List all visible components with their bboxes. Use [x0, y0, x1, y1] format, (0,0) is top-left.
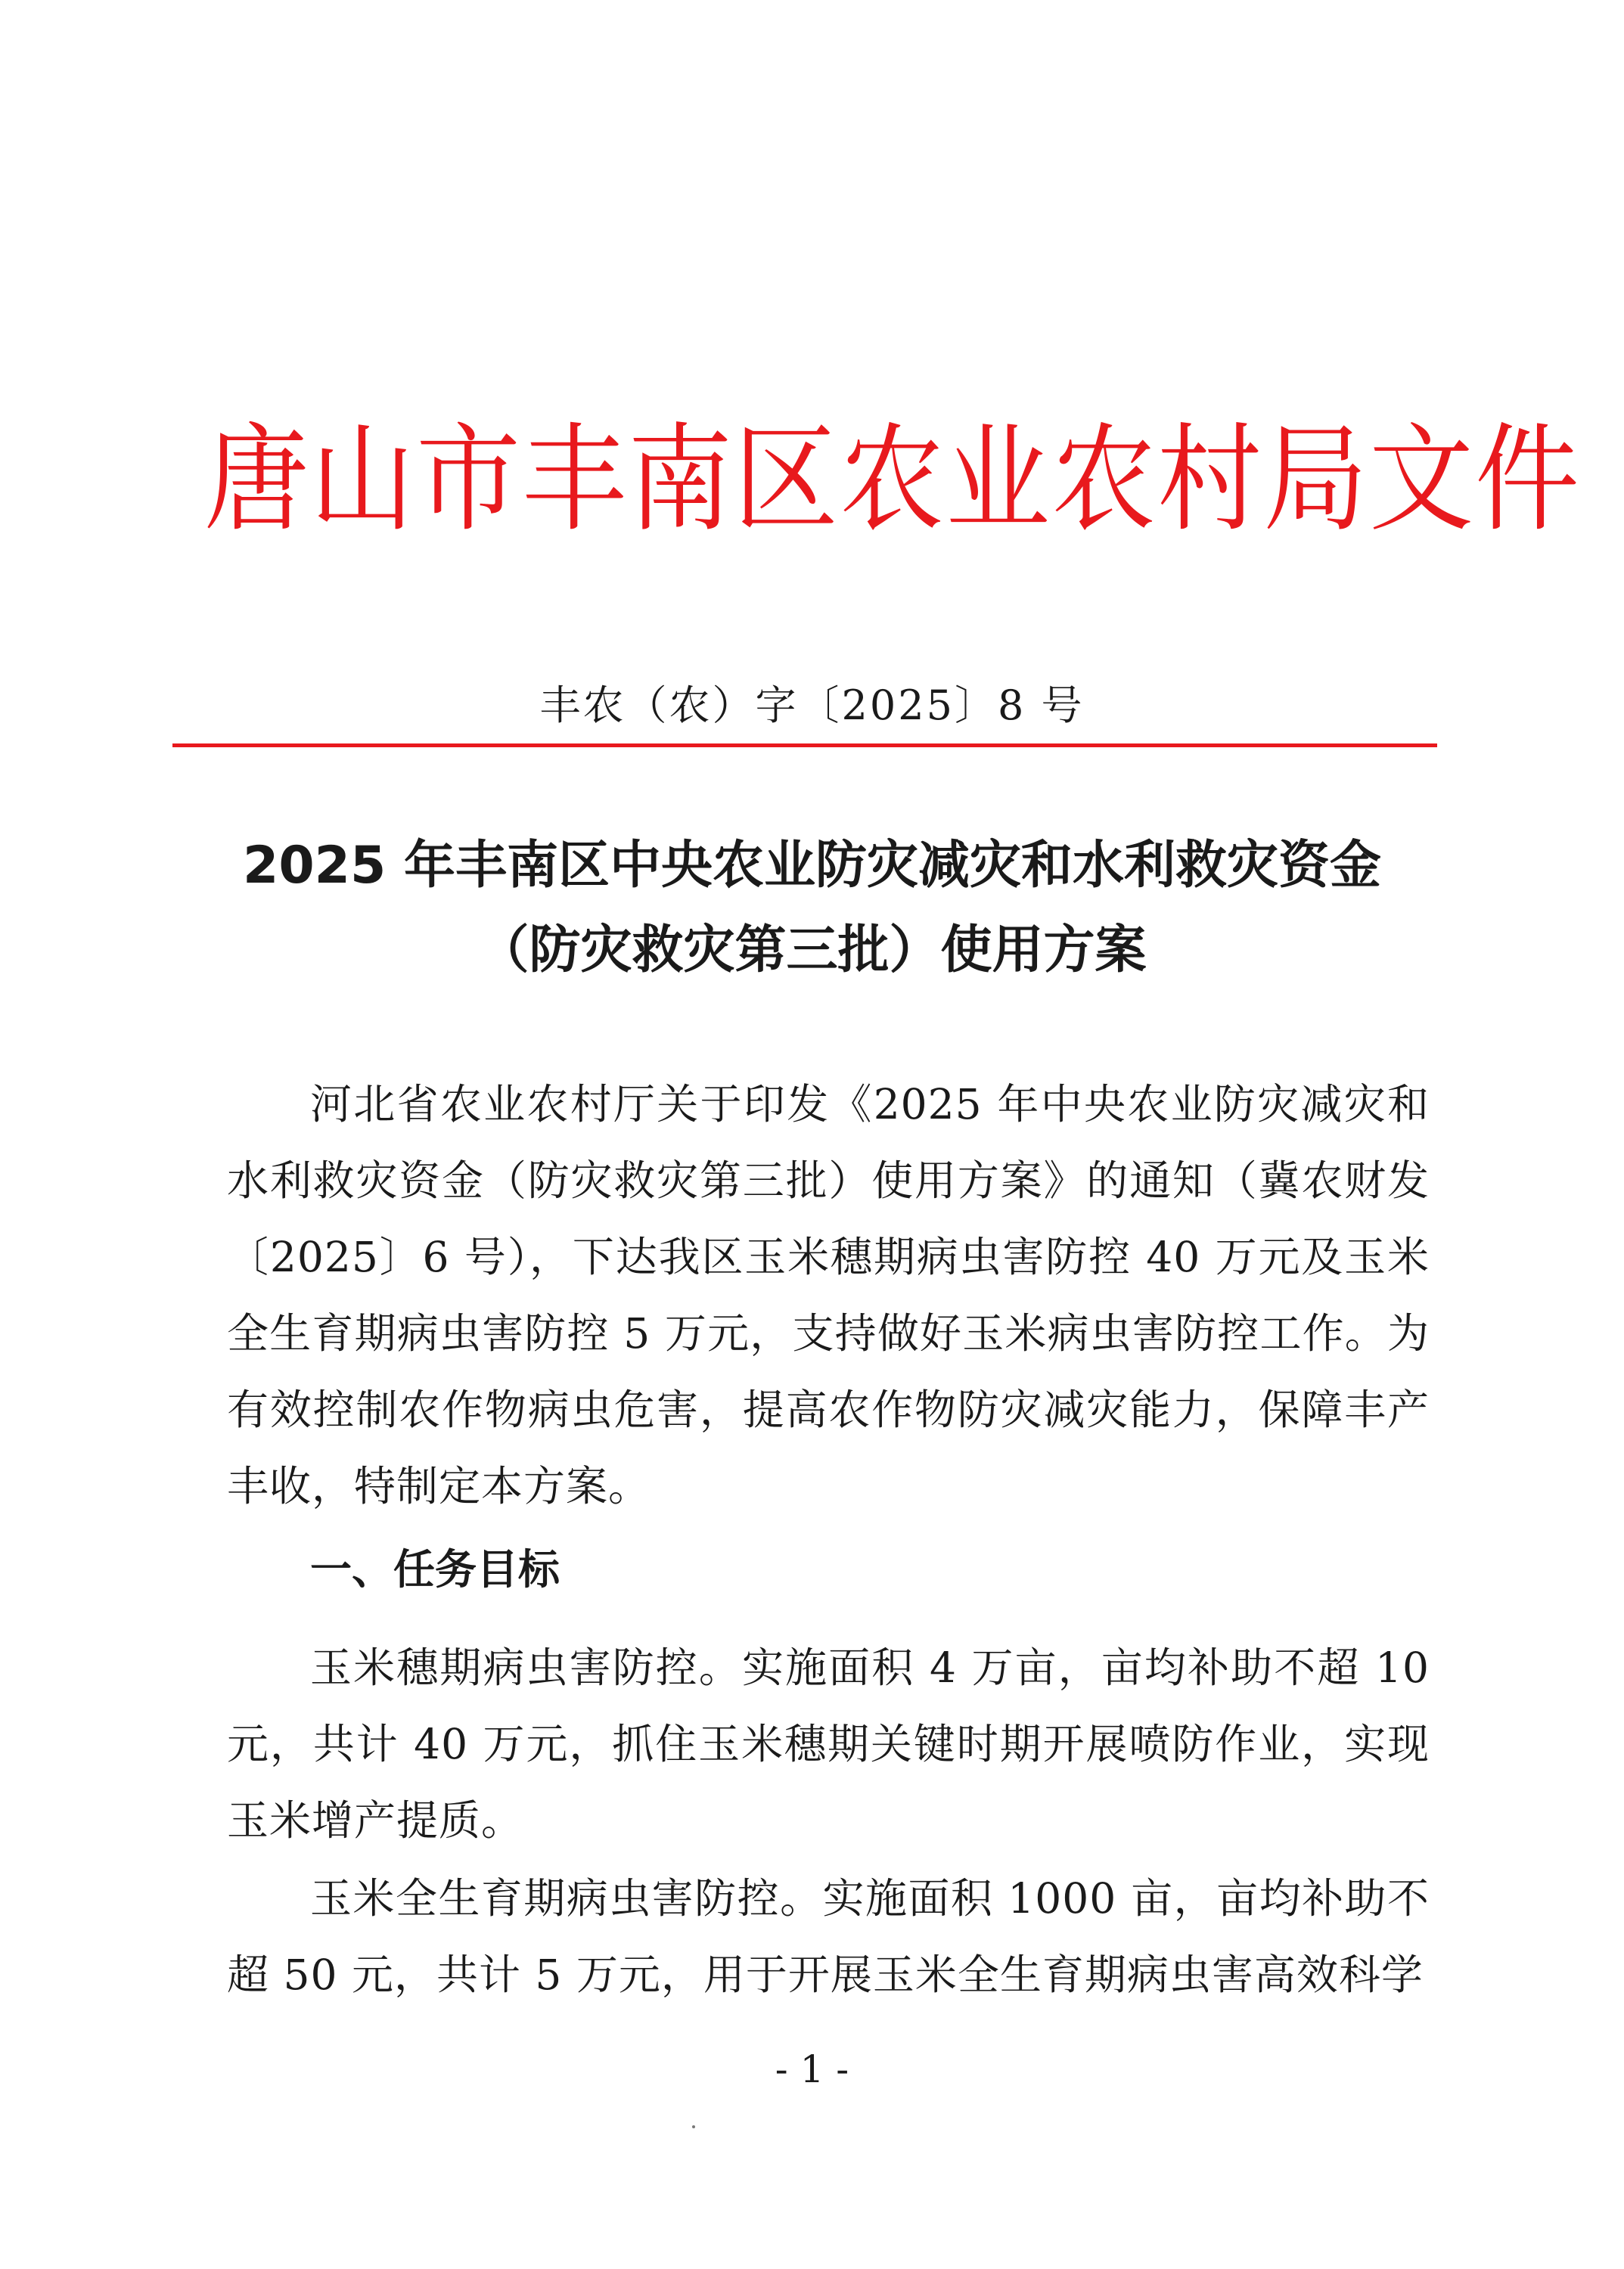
section-heading-task-goals: 一、任务目标 — [310, 1545, 560, 1594]
document-title-line1: 2025 年丰南区中央农业防灾减灾和水利救灾资金 — [243, 836, 1381, 895]
document-masthead: 唐山市丰南区农业农村局文件 — [204, 411, 1582, 548]
paragraph-full-growth-control: 玉米全生育期病虫害防控。实施面积 1000 亩，亩均补助不超 50 元，共计 5 万元，用于开展玉米全生育期病虫害高效科学 — [227, 1874, 1430, 1999]
scan-speck — [692, 2125, 695, 2128]
document-number: 丰农（农）字〔2025〕8 号 — [539, 681, 1085, 729]
page-number: - 1 - — [775, 2047, 849, 2091]
red-divider-line — [172, 743, 1437, 747]
document-title-line2: （防灾救灾第三批）使用方案 — [477, 920, 1147, 980]
paragraph-ear-stage-control: 玉米穗期病虫害防控。实施面积 4 万亩，亩均补助不超 10 元，共计 40 万元，抓住玉米穗期关键时期开展喷防作业，实现玉米增产提质。 — [227, 1644, 1430, 1845]
intro-paragraph: 河北省农业农村厅关于印发《2025 年中央农业防灾减灾和水利救灾资金（防灾救灾第三批）使用方案》的通知（冀农财发〔2025〕6 号），下达我区玉米穗期病虫害防控 40 万元及玉米全生育期病虫害防控 5 万元，支持做好玉米病虫害防控工作。为有效控制农作物病虫危害，提高农作物防灾减灾能力，保障丰产丰收，特制定本方案。 — [227, 1080, 1430, 1510]
